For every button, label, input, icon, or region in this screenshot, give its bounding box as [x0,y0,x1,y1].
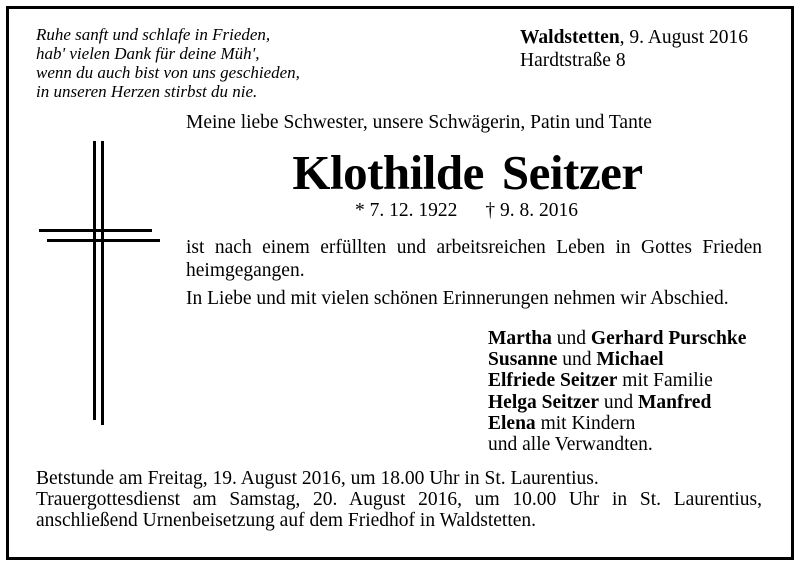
notice-date: , 9. August 2016 [619,27,749,48]
relationship-intro: Meine liebe Schwester, unsere Schwägerin, Patin und Tante [186,112,652,133]
city: Waldstetten [520,27,620,48]
verse-line: Ruhe sanft und schlafe in Frieden, [36,25,271,44]
mourner-line [488,413,746,434]
mourner-connector: mit Familie [617,370,713,392]
mourner-line [488,434,746,455]
farewell-statement: In Liebe und mit vielen schönen Erinnerungen nehmen wir Abschied. [186,288,729,309]
street-address: Hardtstraße 8 [520,50,626,71]
city-date-line [520,26,748,49]
mourner-line [488,328,746,349]
life-dates [355,199,578,223]
passing-statement: ist nach einem erfüllten und arbeitsreichen Leben in Gottes Frieden heimgegangen. [186,237,762,281]
mourner-line [488,370,746,391]
deceased-first-name: Klothilde [292,145,484,200]
death-date: † 9. 8. 2016 [485,200,578,221]
prayer-hour: Betstunde am Freitag, 19. August 2016, um 18.00 Uhr in St. Laurentius. [36,468,599,489]
deceased-last-name: Seitzer [501,145,643,200]
verse-line: hab' vielen Dank für deine Müh', [36,44,260,63]
verse-line: wenn du auch bist von uns geschieden, [36,63,300,82]
mourner-name: Helga Seitzer [488,391,599,413]
memorial-verse [36,25,300,101]
mourner-name: Elfriede Seitzer [488,370,618,392]
mourners-list [488,328,746,455]
mourner-connector: und alle Verwandten. [488,434,653,456]
mourner-name: Martha [488,328,552,349]
mourner-connector: und [557,349,597,371]
place-and-date [520,26,748,72]
mourner-name: Gerhard Purschke [590,328,747,349]
mourner-line [488,349,746,370]
mourner-name: Susanne [488,349,558,371]
urn-burial: anschließend Urnenbeisetzung auf dem Friedhof in Waldstetten. [36,510,537,531]
mourner-connector: mit Kindern [535,412,636,434]
mourner-connector: und [599,391,638,413]
mourner-line [488,392,746,413]
deceased-name [0,144,800,202]
mourner-name: Manfred [638,391,712,413]
birth-date: * 7. 12. 1922 [355,200,458,221]
mourner-name: Michael [596,349,664,371]
service-details [36,468,762,531]
mourner-name: Elena [488,412,536,434]
mourner-connector: und [551,328,591,349]
verse-line: in unseren Herzen stirbst du nie. [36,82,258,101]
funeral-service: Trauergottesdienst am Samstag, 20. August 2016, um 10.00 Uhr in St. Laurentius, [36,489,762,510]
